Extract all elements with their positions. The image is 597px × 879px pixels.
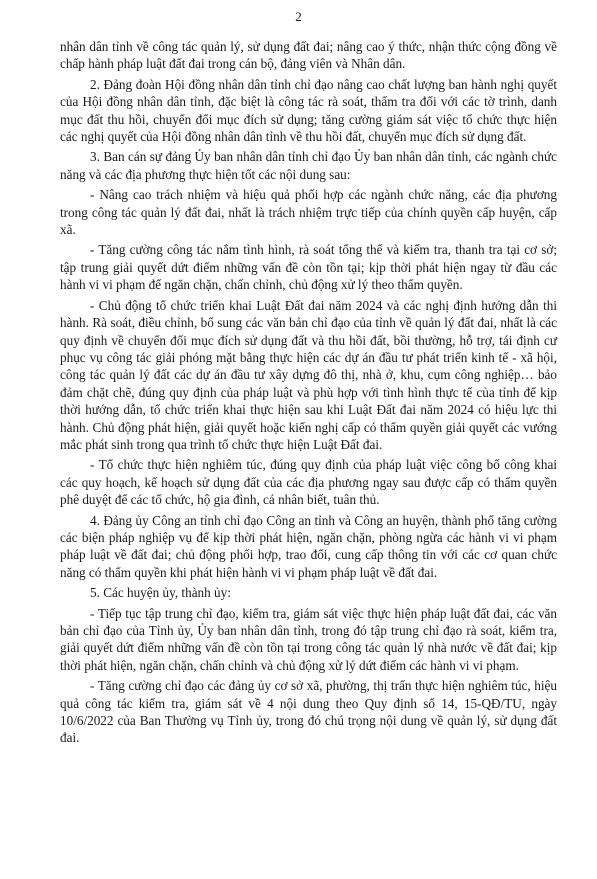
paragraph-continuation: nhân dân tỉnh về công tác quản lý, sử dụng đất đai; nâng cao ý thức, nhận thức cộng đồng về chấp hành pháp luật đất đai trong cán bộ, đảng viên và Nhân dân. — [60, 39, 557, 72]
document-body — [60, 38, 557, 750]
paragraph-item-4: 4. Đảng ủy Công an tỉnh chỉ đạo Công an tỉnh và Công an huyện, thành phố tăng cường các biện pháp nghiệp vụ để kịp thời phát hiện, ngăn chặn, phòng ngừa các hành vi vi phạm pháp luật về đất đai; chủ động phối hợp, trao đổi, cung cấp thông tin với các cơ quan chức năng có thẩm quyền khi phát hiện hành vi vi phạm pháp luật về đất đai. — [60, 512, 557, 580]
paragraph-bullet: - Tổ chức thực hiện nghiêm túc, đúng quy định của pháp luật việc công bố công khai các quy hoạch, kế hoạch sử dụng đất của các địa phương ngay sau được cấp có thẩm quyền phê duyệt để các tổ chức, hộ gia đình, cá nhân biết, tuân thủ. — [60, 457, 557, 508]
paragraph-bullet: - Chủ động tổ chức triển khai Luật Đất đai năm 2024 và các nghị định hướng dẫn thi hành. Rà soát, điều chỉnh, bổ sung các văn bản chỉ đạo của tỉnh về quản lý đất đai, nhất là các quy định về chuyển đổi mục đích sử dụng đất và thu hồi đất, bồi thường, hỗ trợ, tái định cư phục vụ công tác giải phóng mặt bằng thực hiện các dự án đầu tư phát triển kinh tế - xã hội, công tác quản lý đất các dự án đầu tư xây dựng đô thị, nhà ở, khu, cụm công nghiệp… bảo đảm chặt chẽ, đúng quy định của pháp luật và phù hợp với tình hình thực tế của tỉnh để kịp thời hướng dẫn, tổ chức triển khai thực hiện sau khi Luật Đất đai năm 2024 có hiệu lực thi hành. Chủ động phát hiện, giải quyết hoặc kiến nghị cấp có thẩm quyền giải quyết các vướng mắc phát sinh trong qua trình tổ chức thực hiện Luật Đất đai. — [60, 297, 557, 452]
paragraph-bullet: - Nâng cao trách nhiệm và hiệu quả phối hợp các ngành chức năng, các địa phương trong công tác quản lý đất đai, nhất là trách nhiệm trực tiếp của chính quyền cấp huyện, cấp xã. — [60, 187, 557, 238]
paragraph-bullet: - Tiếp tục tập trung chỉ đạo, kiểm tra, giám sát việc thực hiện pháp luật đất đai, các văn bản chỉ đạo của Tỉnh ủy, Ủy ban nhân dân tỉnh, trong đó tập trung chỉ đạo rà soát, kiểm tra, giải quyết dứt điểm những vấn đề còn tồn tại trong công tác quản lý nhà nước về đất đai; kịp thời phát hiện, ngăn chặn, chấn chỉnh và chủ động xử lý dứt điểm các hành vi vi phạm. — [60, 605, 557, 673]
paragraph-bullet: - Tăng cường công tác nắm tình hình, rà soát tổng thể và kiểm tra, thanh tra tại cơ sở; tập trung giải quyết dứt điểm những vấn đề còn tồn tại; kịp thời phát hiện ngay từ đầu các hành vi vi phạm để ngăn chặn, chấn chỉnh, chủ động xử lý theo thẩm quyền. — [60, 242, 557, 293]
paragraph-item-5: 5. Các huyện ủy, thành ủy: — [90, 585, 231, 601]
paragraph-item-2: 2. Đảng đoàn Hội đồng nhân dân tỉnh chỉ đạo nâng cao chất lượng ban hành nghị quyết của Hội đồng nhân dân tỉnh, đặc biệt là công tác rà soát, thẩm tra đối với các tờ trình, danh mục đất thu hồi, chuyển đổi mục đích sử dụng; tăng cường giám sát việc tổ chức thực hiện các nghị quyết của Hội đồng nhân dân tỉnh về thu hồi đất, chuyển mục đích sử dụng đất. — [60, 76, 557, 145]
page-number: 2 — [295, 9, 302, 24]
paragraph-bullet: - Tăng cường chỉ đạo các đảng ủy cơ sở xã, phường, thị trấn thực hiện nghiêm túc, hiệu quả công tác kiểm tra, giám sát về 4 nội dung theo Quy định số 14, 15-QĐ/TU, ngày 10/6/2022 của Ban Thường vụ Tỉnh ủy, trong đó chú trọng nội dung về quản lý, sử dụng đất đai. — [60, 678, 557, 746]
paragraph-item-3: 3. Ban cán sự đảng Ủy ban nhân dân tỉnh chỉ đạo Ủy ban nhân dân tỉnh, các ngành chức năng và các địa phương thực hiện tốt các nội dung sau: — [60, 149, 557, 182]
